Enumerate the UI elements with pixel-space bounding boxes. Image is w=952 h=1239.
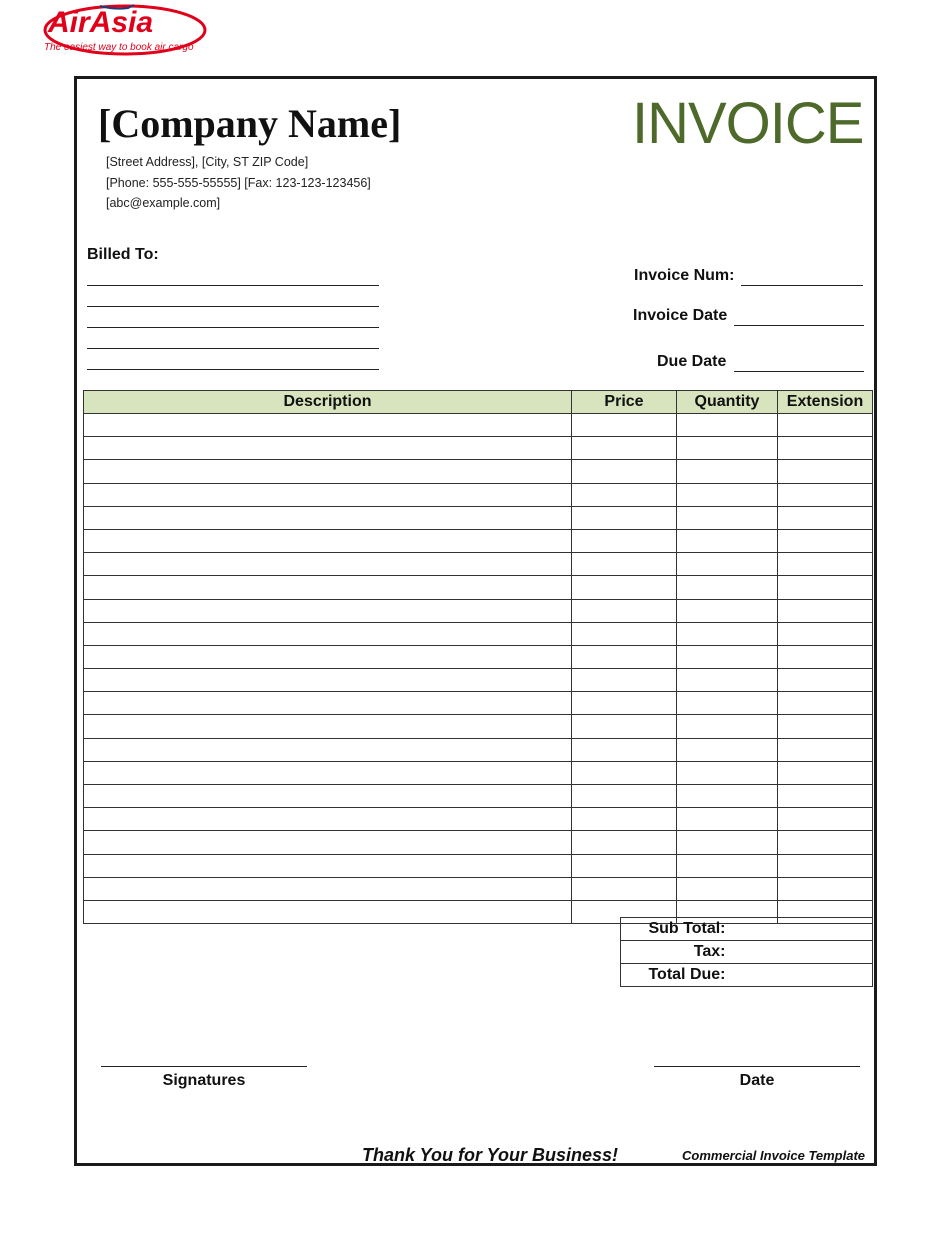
description-cell[interactable] [84, 900, 572, 923]
price-cell[interactable] [572, 483, 677, 506]
quantity-cell[interactable] [677, 483, 778, 506]
description-cell[interactable] [84, 483, 572, 506]
quantity-cell[interactable] [677, 460, 778, 483]
price-cell[interactable] [572, 854, 677, 877]
description-cell[interactable] [84, 460, 572, 483]
extension-cell[interactable] [778, 831, 873, 854]
table-row [84, 808, 873, 831]
extension-cell[interactable] [778, 854, 873, 877]
price-cell[interactable] [572, 414, 677, 437]
quantity-cell[interactable] [677, 576, 778, 599]
table-row [84, 645, 873, 668]
extension-cell[interactable] [778, 692, 873, 715]
table-row [84, 460, 873, 483]
subtotal-label: Sub Total: [621, 918, 726, 941]
description-cell[interactable] [84, 808, 572, 831]
description-cell[interactable] [84, 785, 572, 808]
extension-cell[interactable] [778, 506, 873, 529]
description-cell[interactable] [84, 437, 572, 460]
column-header-price: Price [572, 391, 677, 414]
company-email: [abc@example.com] [106, 196, 221, 210]
table-row [84, 761, 873, 784]
extension-cell[interactable] [778, 715, 873, 738]
description-cell[interactable] [84, 877, 572, 900]
invoice-num-line[interactable] [741, 285, 863, 286]
extension-cell[interactable] [778, 808, 873, 831]
price-cell[interactable] [572, 553, 677, 576]
quantity-cell[interactable] [677, 506, 778, 529]
quantity-cell[interactable] [677, 715, 778, 738]
description-cell[interactable] [84, 645, 572, 668]
extension-cell[interactable] [778, 877, 873, 900]
description-cell[interactable] [84, 576, 572, 599]
signature-line[interactable] [101, 1066, 307, 1067]
totals-table [620, 917, 873, 987]
description-cell[interactable] [84, 854, 572, 877]
quantity-cell[interactable] [677, 831, 778, 854]
extension-cell[interactable] [778, 599, 873, 622]
quantity-cell[interactable] [677, 553, 778, 576]
table-row [84, 738, 873, 761]
quantity-cell[interactable] [677, 692, 778, 715]
quantity-cell[interactable] [677, 854, 778, 877]
price-cell[interactable] [572, 831, 677, 854]
description-cell[interactable] [84, 738, 572, 761]
subtotal-row [621, 918, 873, 941]
table-row [84, 599, 873, 622]
total-due-label: Total Due: [621, 964, 726, 987]
signatures-label: Signatures [162, 1072, 246, 1089]
quantity-cell[interactable] [677, 437, 778, 460]
company-address: [Street Address], [City, ST ZIP Code] [106, 155, 309, 169]
price-cell[interactable] [572, 761, 677, 784]
invoice-date-label: Invoice Date [633, 307, 728, 324]
company-phone-fax: [Phone: 555-555-55555] [Fax: 123-123-123456] [106, 176, 371, 190]
extension-cell[interactable] [778, 738, 873, 761]
table-row [84, 622, 873, 645]
template-name: Commercial Invoice Template [682, 1148, 866, 1163]
airasia-logo [40, 0, 210, 60]
column-header-quantity: Quantity [677, 391, 778, 414]
extension-cell[interactable] [778, 437, 873, 460]
description-cell[interactable] [84, 599, 572, 622]
quantity-cell[interactable] [677, 599, 778, 622]
price-cell[interactable] [572, 715, 677, 738]
thank-you-message: Thank You for Your Business! [362, 1145, 619, 1165]
quantity-cell[interactable] [677, 808, 778, 831]
price-cell[interactable] [572, 692, 677, 715]
description-cell[interactable] [84, 506, 572, 529]
price-cell[interactable] [572, 738, 677, 761]
quantity-cell[interactable] [677, 529, 778, 552]
table-row [84, 877, 873, 900]
price-cell[interactable] [572, 576, 677, 599]
total-due-row [621, 964, 873, 987]
description-cell[interactable] [84, 622, 572, 645]
description-cell[interactable] [84, 715, 572, 738]
table-row [84, 576, 873, 599]
quantity-cell[interactable] [677, 877, 778, 900]
price-cell[interactable] [572, 877, 677, 900]
quantity-cell[interactable] [677, 761, 778, 784]
table-row [84, 831, 873, 854]
table-row [84, 506, 873, 529]
billed-to-line[interactable] [87, 348, 379, 349]
quantity-cell[interactable] [677, 738, 778, 761]
billed-to-line[interactable] [87, 369, 379, 370]
price-cell[interactable] [572, 506, 677, 529]
description-cell[interactable] [84, 669, 572, 692]
price-cell[interactable] [572, 808, 677, 831]
invoice-num-label: Invoice Num: [634, 267, 735, 284]
extension-cell[interactable] [778, 483, 873, 506]
table-row [84, 553, 873, 576]
description-cell[interactable] [84, 553, 572, 576]
extension-cell[interactable] [778, 761, 873, 784]
invoice-title: INVOICE [632, 91, 864, 156]
billed-to-label: Billed To: [87, 246, 159, 263]
price-cell[interactable] [572, 529, 677, 552]
table-row [84, 785, 873, 808]
svg-text:AirAsia: AirAsia [48, 6, 154, 39]
price-cell[interactable] [572, 669, 677, 692]
price-cell[interactable] [572, 437, 677, 460]
description-cell[interactable] [84, 831, 572, 854]
description-cell[interactable] [84, 761, 572, 784]
column-header-extension: Extension [778, 391, 873, 414]
table-row [84, 414, 873, 437]
due-date-line[interactable] [734, 371, 864, 372]
tax-label: Tax: [621, 941, 726, 964]
date-line[interactable] [654, 1066, 860, 1067]
extension-cell[interactable] [778, 669, 873, 692]
quantity-cell[interactable] [677, 785, 778, 808]
total-due-value[interactable] [726, 964, 873, 987]
extension-cell[interactable] [778, 622, 873, 645]
table-row [84, 437, 873, 460]
quantity-cell[interactable] [677, 414, 778, 437]
billed-to-line[interactable] [87, 306, 379, 307]
table-row [84, 692, 873, 715]
description-cell[interactable] [84, 414, 572, 437]
billed-to-line[interactable] [87, 327, 379, 328]
quantity-cell[interactable] [677, 645, 778, 668]
subtotal-value[interactable] [726, 918, 873, 941]
table-row [84, 483, 873, 506]
tax-row [621, 941, 873, 964]
description-cell[interactable] [84, 529, 572, 552]
table-row [84, 529, 873, 552]
extension-cell[interactable] [778, 645, 873, 668]
extension-cell[interactable] [778, 576, 873, 599]
table-header-row [84, 391, 873, 414]
billed-to-line[interactable] [87, 285, 379, 286]
price-cell[interactable] [572, 785, 677, 808]
extension-cell[interactable] [778, 414, 873, 437]
price-cell[interactable] [572, 622, 677, 645]
svg-text:The easiest way to book air ca: The easiest way to book air cargo [44, 42, 194, 53]
extension-cell[interactable] [778, 553, 873, 576]
column-header-description: Description [84, 391, 572, 414]
quantity-cell[interactable] [677, 669, 778, 692]
extension-cell[interactable] [778, 529, 873, 552]
table-row [84, 854, 873, 877]
table-row [84, 715, 873, 738]
extension-cell[interactable] [778, 785, 873, 808]
price-cell[interactable] [572, 599, 677, 622]
invoice-date-line[interactable] [734, 325, 864, 326]
tax-value[interactable] [726, 941, 873, 964]
price-cell[interactable] [572, 645, 677, 668]
company-name: [Company Name] [98, 101, 402, 146]
quantity-cell[interactable] [677, 622, 778, 645]
description-cell[interactable] [84, 692, 572, 715]
price-cell[interactable] [572, 460, 677, 483]
due-date-label: Due Date [657, 353, 727, 370]
line-items-table [83, 390, 873, 924]
line-items-body [84, 414, 873, 924]
date-label: Date [739, 1072, 775, 1089]
table-row [84, 669, 873, 692]
extension-cell[interactable] [778, 460, 873, 483]
